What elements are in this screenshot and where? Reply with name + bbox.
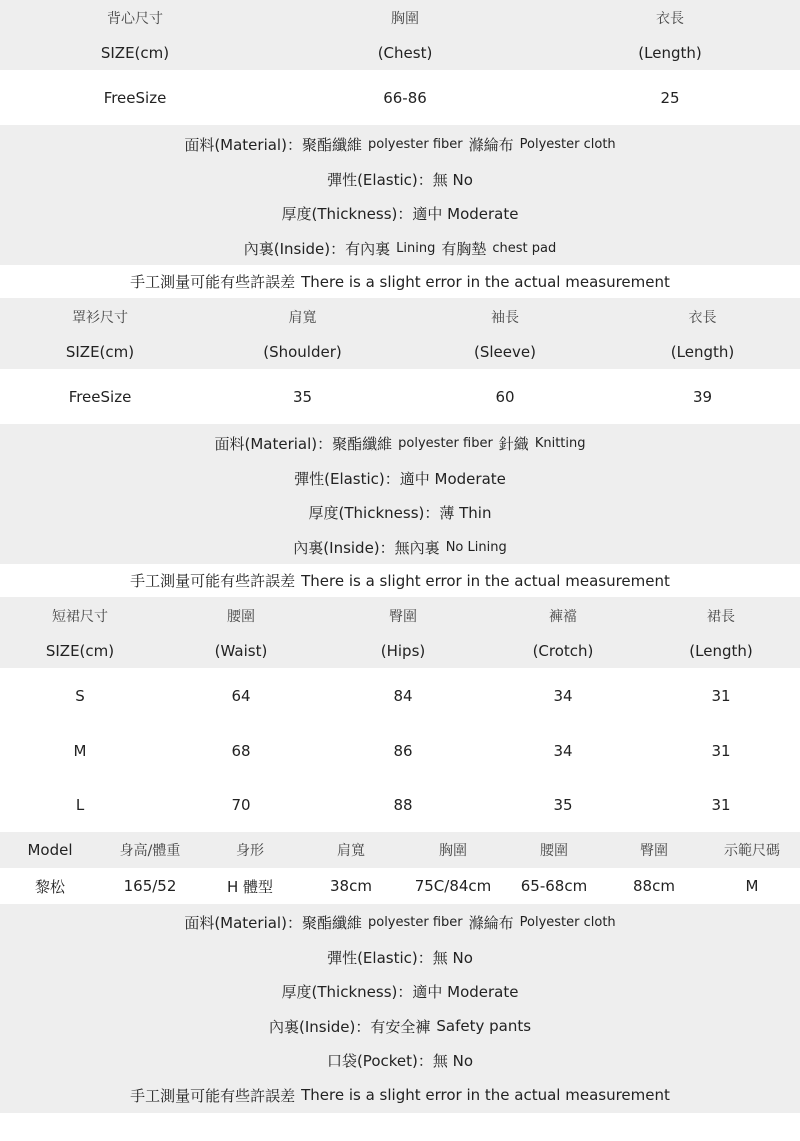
skirt-material-line: [0, 905, 800, 940]
vest-material-label: 面料(Material)：: [184, 135, 302, 154]
skirt-header-size-en: SIZE(cm): [45, 642, 115, 660]
shirt-thickness-line: [0, 495, 800, 530]
vest-inside-cn2: 有胸墊: [441, 239, 487, 258]
shirt-header-length-cn: 衣長: [688, 310, 717, 326]
skirt-inside-cn: 有安全褲: [370, 1017, 431, 1036]
skirt-cell-length: 31: [711, 741, 731, 760]
skirt-table-body: [0, 668, 800, 832]
shirt-thickness-value: 薄 Thin: [439, 504, 492, 522]
vest-material-en: polyester fiber: [367, 136, 463, 152]
shirt-cell-shoulder: 35: [292, 387, 313, 406]
vest-header-size-cn: 背心尺寸: [107, 11, 163, 27]
shirt-inside-en: No Lining: [445, 539, 507, 555]
shirt-header-shoulder-cn: 肩寬: [288, 310, 317, 326]
skirt-header-crotch-cn: 褲襠: [549, 609, 577, 625]
skirt-header-hips-en: (Hips): [380, 642, 426, 660]
skirt-material-en2: Polyester cloth: [519, 915, 616, 930]
model-header-row: [0, 832, 800, 868]
skirt-thickness-value: 適中 Moderate: [412, 983, 519, 1001]
skirt-note-en: There is a slight error in the actual measurement: [301, 1086, 670, 1104]
shirt-header-sleeve-en: (Sleeve): [474, 343, 536, 361]
vest-material-cn: 聚酯纖維: [301, 135, 362, 154]
skirt-cell-length: 31: [711, 686, 731, 705]
shirt-info-block: [0, 424, 800, 598]
vest-inside-line: [0, 231, 800, 265]
skirt-info-block: [0, 904, 800, 1113]
model-header-model: Model: [27, 841, 73, 859]
shirt-elastic-label: 彈性(Elastic)：: [294, 469, 400, 488]
skirt-thickness-line: [0, 974, 800, 1009]
vest-material-en2: Polyester cloth: [519, 136, 616, 152]
skirt-cell-waist: 64: [231, 686, 251, 705]
model-header-chest: 胸圍: [439, 843, 467, 859]
skirt-elastic-value: 無 No: [432, 948, 473, 967]
skirt-cell-hips: 84: [393, 686, 413, 705]
skirt-material-en: polyester fiber: [367, 915, 463, 930]
skirt-cell-crotch: 35: [553, 796, 573, 814]
skirt-header-cn-row: [0, 598, 800, 634]
vest-header-cn-row: [0, 0, 800, 36]
shirt-inside-label: 內裏(Inside)：: [293, 538, 395, 557]
vest-note-cn: 手工測量可能有些許誤差: [130, 273, 296, 291]
model-shoulder: 38cm: [330, 877, 372, 895]
vest-elastic-label: 彈性(Elastic)：: [327, 170, 433, 189]
model-waist: 65-68cm: [520, 877, 588, 895]
skirt-inside-en: Safety pants: [436, 1017, 532, 1035]
vest-elastic-value: 無 No: [432, 170, 473, 189]
skirt-cell-waist: 70: [231, 796, 251, 814]
vest-info-block: [0, 125, 800, 299]
skirt-cell-hips: 88: [393, 796, 413, 814]
skirt-header-waist-cn: 腰圍: [227, 609, 255, 625]
shirt-header-en-row: [0, 335, 800, 369]
shirt-material-cn2: 針織: [498, 434, 529, 453]
skirt-header-hips-cn: 臀圍: [389, 609, 417, 625]
vest-inside-cn: 有內裏: [345, 239, 391, 258]
shirt-inside-line: [0, 530, 800, 564]
shirt-elastic-line: [0, 461, 800, 495]
skirt-inside-line: [0, 1009, 800, 1043]
skirt-thickness-label: 厚度(Thickness)：: [281, 983, 413, 1001]
shirt-note-cn: 手工測量可能有些許誤差: [130, 572, 296, 590]
model-hips: 88cm: [633, 877, 675, 895]
model-values-row: [0, 868, 800, 904]
shirt-material-en2: Knitting: [534, 435, 586, 451]
table-row: [0, 668, 800, 723]
vest-header-chest-en: (Chest): [377, 44, 433, 62]
skirt-pocket-label: 口袋(Pocket)：: [326, 1052, 433, 1070]
vest-cell-chest: 66-86: [383, 88, 427, 107]
model-header-hips: 臀圍: [640, 843, 668, 859]
shirt-note-en: There is a slight error in the actual measurement: [301, 571, 670, 590]
model-size: M: [745, 877, 759, 895]
model-header-size: 示範尺碼: [724, 843, 780, 859]
skirt-inside-label: 內裏(Inside)：: [268, 1017, 371, 1036]
shirt-header-cn-row: [0, 299, 800, 335]
table-row: [0, 723, 800, 778]
skirt-header-crotch-en: (Crotch): [532, 642, 594, 660]
vest-note-en: There is a slight error in the actual measurement: [301, 272, 670, 291]
model-header-waist: 腰圍: [540, 843, 568, 859]
skirt-note-line: [0, 1078, 800, 1112]
shirt-header-size-en: SIZE(cm): [65, 343, 135, 361]
shirt-header-size-cn: 罩衫尺寸: [72, 310, 128, 326]
shirt-material-line: [0, 425, 800, 461]
vest-thickness-line: [0, 196, 800, 231]
skirt-cell-size: S: [75, 686, 85, 705]
skirt-cell-length: 31: [711, 796, 731, 814]
vest-thickness-label: 厚度(Thickness)：: [281, 205, 413, 223]
vest-header-length-en: (Length): [638, 44, 702, 62]
skirt-pocket-value: 無 No: [432, 1052, 474, 1070]
vest-inside-en: Lining: [396, 240, 436, 256]
model-name: 黎松: [34, 877, 65, 896]
skirt-cell-size: L: [75, 796, 85, 814]
skirt-material-cn: 聚酯纖維: [301, 914, 362, 932]
vest-note-line: [0, 265, 800, 298]
vest-cell-size: FreeSize: [103, 88, 167, 107]
model-height-weight: 165/52: [123, 877, 177, 895]
table-row: [0, 778, 800, 832]
vest-header-chest-cn: 胸圍: [391, 11, 419, 27]
vest-elastic-line: [0, 162, 800, 196]
vest-material-cn2: 滌綸布: [468, 135, 514, 154]
shirt-material-label: 面料(Material)：: [214, 434, 333, 453]
model-chest: 75C/84cm: [414, 877, 492, 895]
skirt-header-length-en: (Length): [689, 642, 753, 660]
shirt-cell-sleeve: 60: [495, 387, 515, 406]
shirt-material-cn: 聚酯纖維: [332, 434, 393, 453]
skirt-header-length-cn: 裙長: [707, 609, 735, 625]
shirt-header-length-en: (Length): [670, 343, 735, 361]
skirt-note-cn: 手工測量可能有些許誤差: [130, 1086, 296, 1105]
skirt-cell-crotch: 34: [553, 741, 573, 760]
shirt-material-en: polyester fiber: [398, 435, 493, 451]
skirt-header-size-cn: 短裙尺寸: [52, 609, 108, 625]
model-header-body-type: 身形: [236, 843, 264, 859]
shirt-table-row: [0, 369, 800, 424]
skirt-cell-size: M: [73, 741, 87, 760]
skirt-cell-waist: 68: [231, 741, 251, 760]
shirt-elastic-value: 適中 Moderate: [399, 469, 506, 488]
shirt-header-sleeve-cn: 袖長: [491, 310, 519, 326]
vest-inside-en2: chest pad: [492, 240, 557, 256]
vest-inside-label: 內裏(Inside)：: [243, 239, 346, 258]
vest-material-line: [0, 126, 800, 162]
skirt-header-waist-en: (Waist): [214, 642, 268, 660]
skirt-cell-hips: 86: [393, 741, 413, 760]
shirt-header-shoulder-en: (Shoulder): [263, 343, 342, 361]
vest-cell-length: 25: [660, 88, 680, 107]
shirt-thickness-label: 厚度(Thickness)：: [308, 504, 440, 522]
shirt-cell-size: FreeSize: [68, 387, 132, 406]
skirt-material-label: 面料(Material)：: [184, 914, 302, 932]
skirt-cell-crotch: 34: [553, 686, 573, 705]
vest-thickness-value: 適中 Moderate: [412, 205, 519, 223]
skirt-elastic-label: 彈性(Elastic)：: [327, 948, 433, 967]
skirt-header-en-row: [0, 634, 800, 668]
vest-header-en-row: [0, 36, 800, 70]
vest-table-row: [0, 70, 800, 125]
shirt-note-line: [0, 564, 800, 597]
shirt-inside-cn: 無內裏: [394, 538, 440, 557]
model-header-shoulder: 肩寬: [337, 843, 365, 859]
model-header-height-weight: 身高/體重: [119, 843, 181, 859]
skirt-elastic-line: [0, 940, 800, 974]
shirt-cell-length: 39: [692, 387, 713, 406]
vest-header-length-cn: 衣長: [656, 11, 684, 27]
skirt-pocket-line: [0, 1043, 800, 1078]
model-body-type: H 體型: [226, 877, 274, 896]
skirt-material-cn2: 滌綸布: [468, 914, 514, 932]
vest-header-size-en: SIZE(cm): [100, 44, 170, 62]
